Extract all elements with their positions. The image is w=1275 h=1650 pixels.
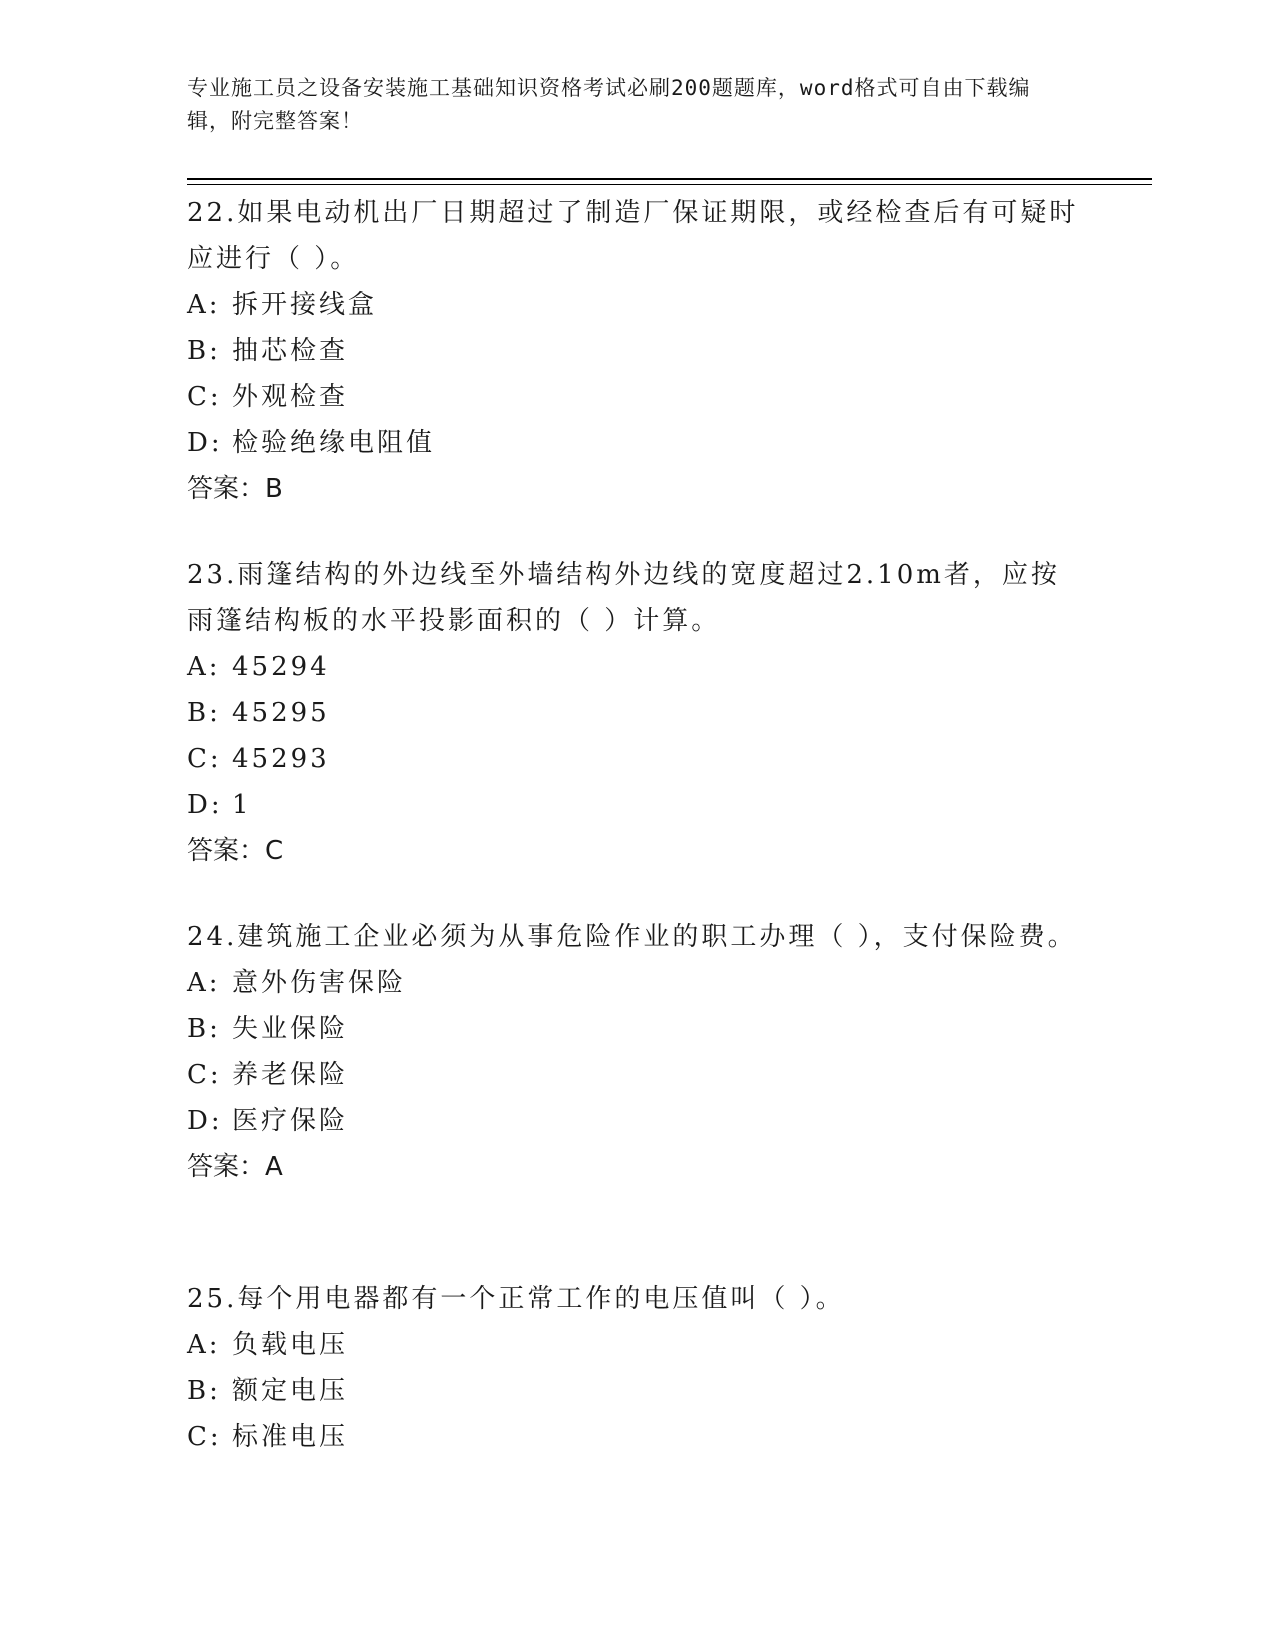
option-key: D: bbox=[187, 428, 223, 458]
document-header: 专业施工员之设备安装施工基础知识资格考试必刷200题题库，word格式可自由下载编辑，附完整答案！ bbox=[187, 76, 1031, 133]
option-text: 45294 bbox=[232, 652, 330, 682]
option-a bbox=[187, 282, 1087, 328]
option-key: A: bbox=[187, 1330, 221, 1360]
header-divider-thin bbox=[187, 184, 1152, 185]
option-text: 45295 bbox=[232, 698, 330, 728]
option-c bbox=[187, 1052, 1087, 1098]
option-key: D: bbox=[187, 790, 223, 820]
option-text: 失业保险 bbox=[232, 1014, 349, 1044]
option-text: 外观检查 bbox=[232, 382, 349, 412]
option-key: A: bbox=[187, 968, 221, 998]
option-b bbox=[187, 690, 1087, 736]
option-key: B: bbox=[187, 1014, 221, 1044]
header-divider-thick bbox=[187, 178, 1152, 180]
option-text: 检验绝缘电阻值 bbox=[232, 428, 436, 458]
question-stem: 22.如果电动机出厂日期超过了制造厂保证期限，或经检查后有可疑时应进行（ ）。 bbox=[187, 198, 1079, 274]
option-text: 标准电压 bbox=[232, 1422, 349, 1452]
option-d bbox=[187, 782, 1087, 828]
question-25 bbox=[187, 1276, 1087, 1460]
option-text: 额定电压 bbox=[232, 1376, 349, 1406]
option-c bbox=[187, 736, 1087, 782]
answer: 答案：C bbox=[187, 836, 284, 866]
option-text: 抽芯检查 bbox=[232, 336, 349, 366]
option-text: 拆开接线盒 bbox=[232, 290, 378, 320]
question-stem: 23.雨篷结构的外边线至外墙结构外边线的宽度超过2.10m者，应按雨篷结构板的水平投影面积的（ ）计算。 bbox=[187, 560, 1060, 636]
option-b bbox=[187, 1006, 1087, 1052]
option-b bbox=[187, 1368, 1087, 1414]
option-key: D: bbox=[187, 1106, 223, 1136]
option-key: B: bbox=[187, 698, 221, 728]
option-key: B: bbox=[187, 336, 221, 366]
option-key: B: bbox=[187, 1376, 221, 1406]
option-c bbox=[187, 374, 1087, 420]
question-24 bbox=[187, 914, 1087, 1190]
option-text: 45293 bbox=[232, 744, 330, 774]
question-stem: 24.建筑施工企业必须为从事危险作业的职工办理（ ），支付保险费。 bbox=[187, 922, 1077, 952]
question-23 bbox=[187, 552, 1087, 874]
option-key: A: bbox=[187, 290, 221, 320]
option-text: 1 bbox=[232, 790, 252, 820]
option-c bbox=[187, 1414, 1087, 1460]
option-text: 医疗保险 bbox=[232, 1106, 349, 1136]
option-text: 意外伤害保险 bbox=[232, 968, 407, 998]
option-key: C: bbox=[187, 1060, 222, 1090]
answer: 答案：B bbox=[187, 474, 283, 504]
option-key: C: bbox=[187, 1422, 222, 1452]
option-b bbox=[187, 328, 1087, 374]
answer: 答案：A bbox=[187, 1152, 283, 1182]
option-key: C: bbox=[187, 382, 222, 412]
option-d bbox=[187, 420, 1087, 466]
option-a bbox=[187, 960, 1087, 1006]
option-key: C: bbox=[187, 744, 222, 774]
option-a bbox=[187, 1322, 1087, 1368]
question-22 bbox=[187, 190, 1087, 512]
option-text: 养老保险 bbox=[232, 1060, 349, 1090]
option-key: A: bbox=[187, 652, 221, 682]
option-text: 负载电压 bbox=[232, 1330, 349, 1360]
option-a bbox=[187, 644, 1087, 690]
option-d bbox=[187, 1098, 1087, 1144]
question-stem: 25.每个用电器都有一个正常工作的电压值叫（ ）。 bbox=[187, 1284, 845, 1314]
